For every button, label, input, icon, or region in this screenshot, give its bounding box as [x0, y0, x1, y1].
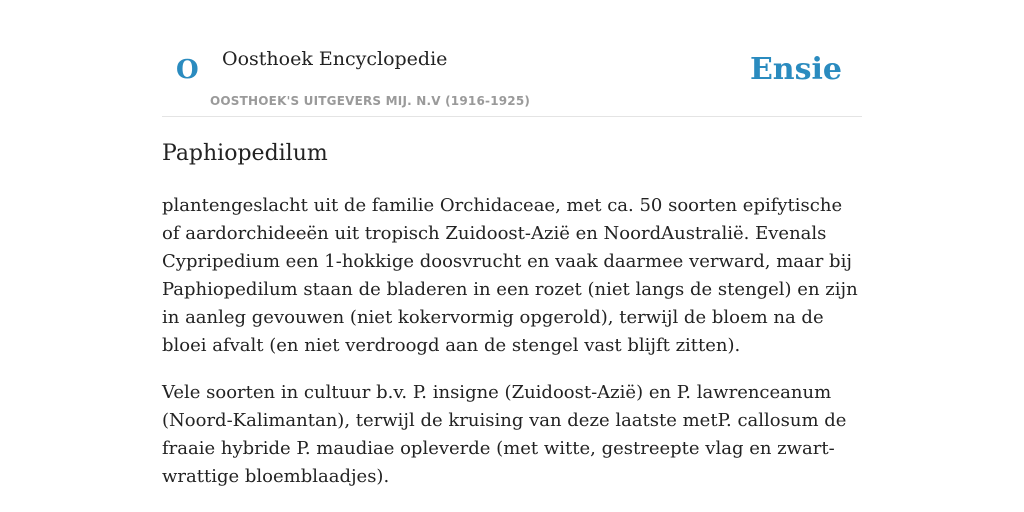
article-paragraph: plantengeslacht uit de familie Orchidaceae, met ca. 50 soorten epifytische of aardorchideeën uit tropisch Zuidoost-Azië en NoordAustralië. Evenals Cypripedium een 1-hokkige doosvrucht en vaak daarmee verward, maar bij Paphiopedilum staan de bladeren in een rozet (niet langs de stengel) en zijn in aanleg gevouwen (niet kokervormig opgerold), terwijl de bloem na de bloei afvalt (en niet verdroogd aan de stengel vast blijft zitten). — [162, 195, 858, 356]
header — [162, 0, 862, 117]
encyclopedia-title[interactable]: Oosthoek Encyclopedie — [222, 48, 448, 70]
article-paragraph: Vele soorten in cultuur b.v. P. insigne (Zuidoost-Azië) en P. lawrenceanum (Noord-Kalimantan), terwijl de kruising van deze laatste metP. callosum de fraaie hybride P. maudiae opleverde (met witte, gestreepte vlag en zwart-wrattige bloemblaadjes). — [162, 382, 847, 487]
ensie-brand-link[interactable]: Ensie — [749, 52, 842, 87]
article — [162, 138, 862, 491]
article-title: Paphiopedilum — [162, 141, 328, 166]
publisher-label: OOSTHOEK'S UITGEVERS MIJ. N.V (1916-1925) — [210, 94, 531, 108]
encyclopedia-logo[interactable]: O — [176, 55, 199, 85]
